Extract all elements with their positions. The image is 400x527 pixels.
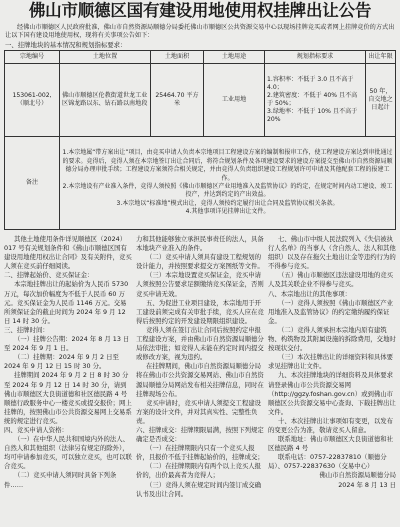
contact-phone: 联系电话：0757-22837810（顺德分局）、0757-22837630（交易中心） — [268, 453, 387, 471]
paragraph: 五、为促进工业项目建设，本宗地用于开工建设前须完成有关审批手续，竞买人应在竞得后按照约定的开发建设期限组织建设。 — [136, 298, 264, 325]
section-heading: 四、竞买申请人资格： — [4, 425, 68, 434]
parcel-table — [4, 50, 396, 230]
cell-area: 25464.70 平方米 — [151, 64, 204, 137]
cell-indicators — [265, 64, 366, 137]
paragraph: （五）佛山市顺德区违法建设用地的竞买人及其关联企业不得参与竞买。 — [268, 271, 394, 289]
paragraph: 在挂牌期间，佛山市自然资源局顺德分局将在佛山市公共资源交易网站、佛山市自然资源局顺德分局网站发布相关挂牌信息，同时在挂牌现场公布。 — [136, 362, 264, 398]
paragraph: （二）挂牌期：2024 年 9 月 2 日至 2024 年 9 月 12 日 15 时 30 分。 — [4, 353, 119, 371]
paragraph: 十、本次挂牌出让事项如有变更，以发布的变更公告为准，敬请竞买人留意。 — [268, 416, 394, 434]
body-column-1 — [4, 235, 132, 527]
body-columns — [4, 235, 396, 527]
paragraph: 挂牌期间 2024 年 9 月 2 日 8 时 30 分至 2024 年 9 月 12 日 14 时 30 分，请到佛山市顺德区大良街道德和社区德民路 4 号顺德行政服务中心一楼竞买或提交报价；网上挂牌的，按照佛山市公共资源交易网上交易系统的规定进行竞买。 — [4, 371, 132, 425]
body-column-3 — [268, 235, 396, 527]
note-item: 1.本宗地属“带方案出让”项目，由竞买申请人负责本宗地项目工程建设方案的编制和报审工作，使工程建设方案达到审批通过的要求。竞得后，竞得人须在本宗地签订出让合同后，将符合规划条件及各项建设要求的建设方案提交至佛山市自然资源局顺德分局办理审批手续；工程建设方案须符合相关规定，并由竞得人负责组织建设工程规划许可申请及其他配套工程的报建工作。 — [62, 149, 393, 182]
paragraph: 其他土地使用条件详见顺德区（2024）017 号有关规划条件和《佛山市顺德区国有建设用地使用权出让合同》及有关附件，竞买人须在竞买前仔细阅读。 — [4, 235, 132, 271]
paragraph: 九、本次挂牌地块的详细资料及具体要求请登录佛山市公共资源交易网（http://ggzy.foshan.gov.cn）或到佛山市顺德区公共资源交易中心查询、下载挂牌出让文件。 — [268, 371, 396, 416]
cell-use: 工业用地 — [204, 64, 265, 137]
indicator-line: 2.建筑密度：不低于 40% 且不高于 50%； — [267, 92, 358, 107]
issue-date: 2024 年 8 月 13 日 — [338, 480, 396, 489]
note-item: 2.本宗地设有产业准入条件，竞得人须按照《佛山市顺德区产业用地准入及监管协议》的约定，在规定时间内动工建设、竣工投产，并达到约定的产出效益。 — [62, 183, 393, 199]
paragraph: （一）在中华人民共和国境内外的法人、自然人和其他组织（法律另有规定的除外），均可申请参加竞买，可以独立竞买，也可以联合竞买。 — [4, 435, 132, 471]
paragraph: （一）在挂牌期限内只有一个竞买人报价，且报价不低于挂牌起始价的，挂牌成交； — [136, 444, 264, 462]
paragraph: （三）本次挂牌出让的详细资料和具体要求见挂牌出让文件。 — [268, 353, 394, 371]
notes-label: 备注 — [5, 137, 60, 230]
issuer-signature: 佛山市自然资源局顺德分局 — [319, 471, 396, 480]
contact-address: 联系地址：佛山市顺德区大良街道德和社区德民路 4 号 — [268, 435, 394, 453]
paragraph: （一）竞得人须按照《佛山市顺德区产业用地准入及监管协议》的约定缴纳履约保证金。 — [268, 298, 394, 325]
paragraph: （二）竞买申请人须具有建设工程规划的设计能力，并按照要求提交方案图纸等文件。 — [136, 253, 264, 271]
header-parcel-id: 宗地编号 — [5, 51, 60, 64]
paragraph: 竞买申请时，竞买申请人须提交工程建设方案的设计文件，并对其真实性、完整性负责。 — [136, 398, 262, 425]
paragraph: 力和其他能够独立承担民事责任的法人，具备本地块产业准入的条件。 — [136, 235, 264, 253]
note-item: 3.本宗地以“标准地”模式出让，竞得人须按约定履行出让合同及监管协议相关条款。 — [116, 199, 339, 207]
section-heading: 八、本宗地出让的其他事项： — [268, 289, 352, 298]
cell-location: 佛山市顺德区伦教街道世龙工业区锦龙路以东、钻石路以南地段 — [60, 64, 151, 137]
intro-text: 经佛山市顺德区人民政府批准，佛山市自然资源局顺德分局委托佛山市顺德区公共资源交易中心以现场挂牌竞买或者网上挂牌竞价的方式出让以下国有建设用地使用权，现将有关事项公告如下： — [5, 24, 395, 39]
section-heading: 三、挂牌时间： — [4, 325, 49, 334]
notes-row — [5, 137, 396, 230]
paragraph: （二）竞买申请人须同时具备下列条件…… — [4, 471, 117, 489]
header-location: 土地位置 — [60, 51, 151, 64]
cell-parcel-id: 153061-002,（顺北号） — [5, 64, 60, 137]
section-heading: 六、挂牌成交：挂牌期限届满，按照下列规定确定是否成交： — [136, 425, 264, 444]
body-column-2 — [136, 235, 264, 527]
paragraph: （二）在挂牌期限内有两个以上竞买人报价的，出价最高者为竞得人； — [136, 462, 262, 480]
table-row — [5, 64, 396, 137]
section-heading-parcel-info: 一、挂牌地块的基本情况和规划指标要求： — [5, 41, 127, 49]
header-use: 土地用途 — [204, 51, 265, 64]
paragraph: 本宗地挂牌出让的起始价为人民币 5730 万元，每次加价幅度为不低于人民币 60 万元。竞买保证金为人民币 1146 万元。交易所须保证金的截止时间为 2024 年 9 月 12 日 14 时 30 分。 — [4, 280, 129, 325]
paragraph: 竞得人须在签订出让合同后按照约定申报工程建设方案，并由佛山市自然资源局顺德分局依法审批；如竞得人未能在约定时间内提交或修改方案，视为违约。 — [136, 325, 264, 362]
paragraph: （一）挂牌公告期：2024 年 8 月 13 日至 2024 年 9 月 1 日。 — [4, 335, 130, 353]
paragraph: （二）竞得人须承担本宗地内原有建筑物、构筑物及其附属设施的拆除费用，交地时按现状交付。 — [268, 325, 396, 353]
intro-paragraph — [5, 24, 395, 40]
header-area: 土地面积 — [151, 51, 204, 64]
paragraph: （三）本宗地设置竞买保证金，竞买申请人须按照公告要求足额缴纳竞买保证金，否则竞买申请无效。 — [136, 271, 264, 298]
notes-cell — [60, 137, 396, 230]
indicator-line: 1.容积率：不低于 3.0 且不高于 4.0； — [267, 76, 354, 91]
page-title: 佛山市顺德区国有建设用地使用权挂牌出让公告 — [28, 1, 372, 20]
cell-term: 50 年，自交地之日起计 — [366, 64, 396, 137]
paragraph: 七、佛山市中级人民法院列入《失信被执行人名单》的当事人（含自然人、法人和其他组织）以及存在拖欠土地出让金等违约行为的不得参与竞买。 — [268, 235, 396, 271]
section-heading: 二、挂牌起始价、竞买保证金： — [4, 271, 94, 280]
table-header-row — [5, 51, 396, 64]
indicator-line: 3.绿地率：不低于 10% 且不高于 20% — [267, 108, 358, 123]
paragraph: （三）竞得人须在规定时间内签订成交确认书及出让合同。 — [136, 480, 262, 498]
header-indicators: 规划指标要求 — [265, 51, 366, 64]
header-term: 出让年限 — [366, 51, 396, 64]
note-item: 4.其他事项详见挂牌出让文件。 — [185, 208, 270, 216]
